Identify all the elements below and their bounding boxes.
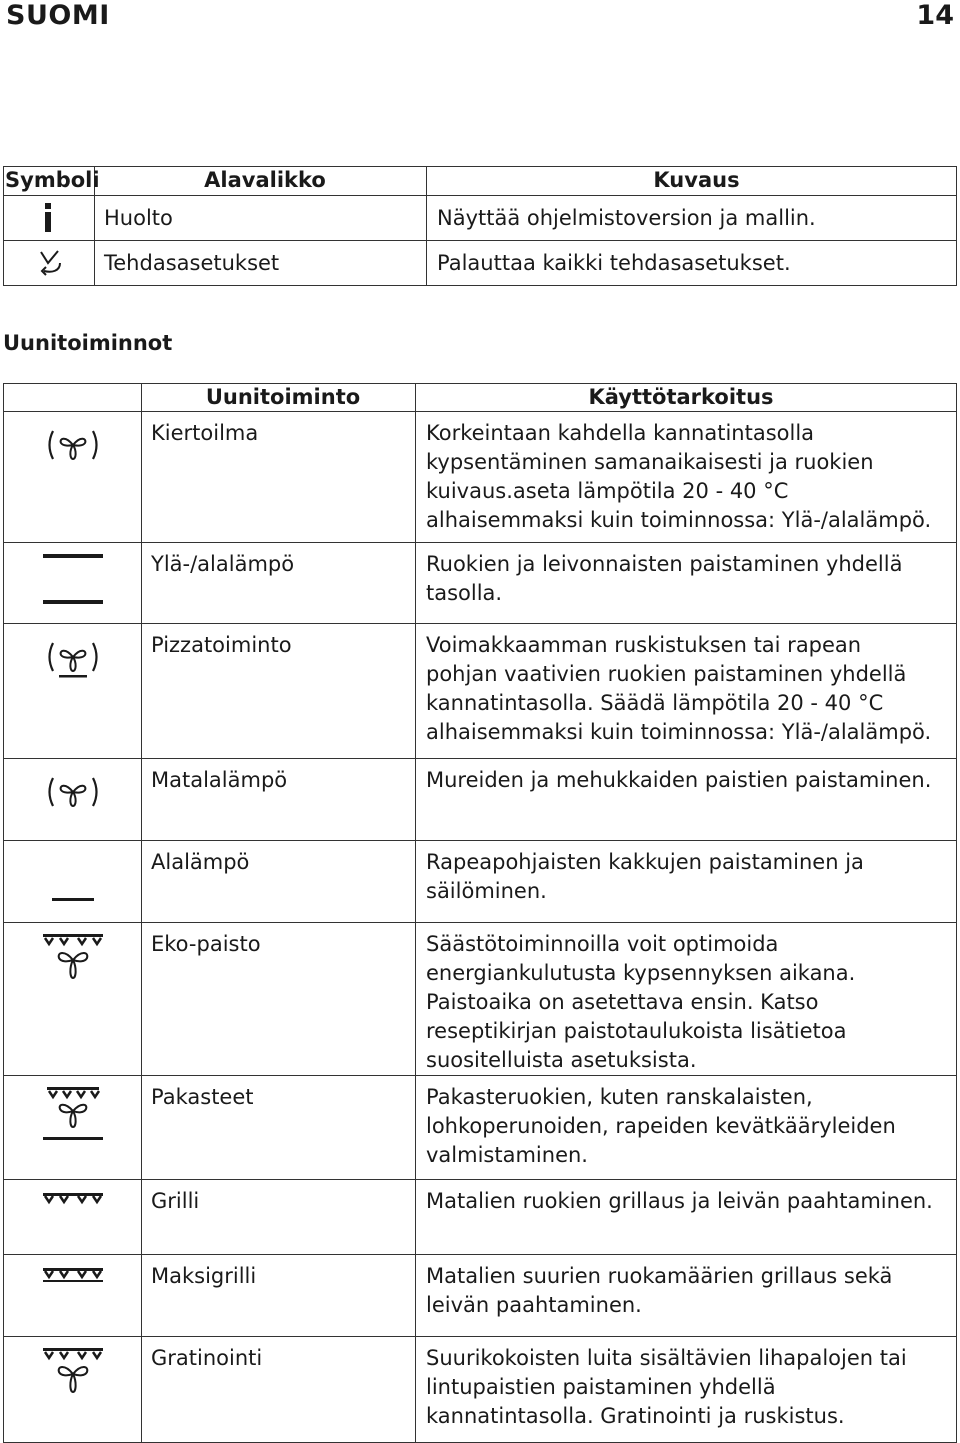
symbol-cell	[4, 624, 142, 759]
symbol-cell	[4, 1337, 142, 1443]
column-header-function: Uunitoiminto	[142, 384, 416, 412]
function-name-cell: Maksigrilli	[142, 1255, 416, 1337]
usage-cell: Korkeintaan kahdella kannatintasolla kypsentäminen samanaikaisesti ja ruokien kuivaus.aseta lämpötila 20 - 40 °C alhaisemmaksi kuin toiminnossa: Ylä-/alalämpö.	[416, 412, 957, 543]
column-header-usage: Käyttötarkoitus	[416, 384, 957, 412]
table-row	[4, 1180, 957, 1255]
function-name-cell: Pizzatoiminto	[142, 624, 416, 759]
column-header-description: Kuvaus	[427, 167, 957, 196]
low-temperature-fan-icon	[43, 772, 103, 812]
pizza-fan-icon	[43, 637, 103, 681]
submenu-cell: Huolto	[95, 196, 427, 241]
symbol-cell	[4, 196, 95, 241]
function-name-cell: Alalämpö	[142, 841, 416, 923]
column-header-submenu: Alavalikko	[95, 167, 427, 196]
symbol-cell	[4, 241, 95, 286]
description-cell: Näyttää ohjelmistoversion ja mallin.	[427, 196, 957, 241]
gratin-icon	[41, 1346, 105, 1402]
section-title: Uunitoiminnot	[3, 331, 173, 355]
table-row	[4, 412, 957, 543]
description-cell: Palauttaa kaikki tehdasasetukset.	[427, 241, 957, 286]
table-row	[4, 1076, 957, 1180]
function-name-cell: Gratinointi	[142, 1337, 416, 1443]
frozen-foods-icon	[41, 1085, 105, 1145]
usage-cell: Rapeapohjaisten kakkujen paistaminen ja säilöminen.	[416, 841, 957, 923]
symbol-cell	[4, 1180, 142, 1255]
table-header-row	[4, 384, 957, 412]
symbol-cell	[4, 923, 142, 1076]
eco-roast-icon	[41, 932, 105, 988]
symbol-cell	[4, 1255, 142, 1337]
function-name-cell: Pakasteet	[142, 1076, 416, 1180]
usage-cell: Säästötoiminnoilla voit optimoida energiankulutusta kypsennyksen aikana. Paistoaika on asetettava ensin. Katso reseptikirjan paistotaulukoista lisätietoa suositelluista asetuksista.	[416, 923, 957, 1076]
function-name-cell: Eko-paisto	[142, 923, 416, 1076]
symbol-cell	[4, 841, 142, 923]
submenu-cell: Tehdasasetukset	[95, 241, 427, 286]
table-row	[4, 1337, 957, 1443]
table-header-row	[4, 167, 957, 196]
max-grill-icon	[41, 1266, 105, 1288]
grill-icon	[41, 1191, 105, 1211]
column-header-symbol	[4, 384, 142, 412]
page-number: 14	[916, 0, 954, 31]
fan-icon	[43, 425, 103, 465]
usage-cell: Pakasteruokien, kuten ranskalaisten, lohkoperunoiden, rapeiden kevätkääryleiden valmistaminen.	[416, 1076, 957, 1180]
top-bottom-heat-icon	[41, 550, 105, 614]
symbol-cell	[4, 759, 142, 841]
usage-cell: Matalien ruokien grillaus ja leivän paahtaminen.	[416, 1180, 957, 1255]
usage-cell: Matalien suurien ruokamäärien grillaus sekä leivän paahtaminen.	[416, 1255, 957, 1337]
table-row	[4, 241, 957, 286]
function-name-cell: Grilli	[142, 1180, 416, 1255]
table-row	[4, 624, 957, 759]
table-row	[4, 759, 957, 841]
function-name-cell: Kiertoilma	[142, 412, 416, 543]
language-label: SUOMI	[6, 0, 110, 31]
symbol-cell	[4, 412, 142, 543]
page-header	[0, 0, 960, 38]
usage-cell: Voimakkaamman ruskistuksen tai rapean pohjan vaativien ruokien paistaminen yhdellä kannatintasolla. Säädä lämpötila 20 - 40 °C alhaisemmaksi kuin toiminnossa: Ylä-/alalämpö.	[416, 624, 957, 759]
factory-reset-icon	[36, 249, 62, 277]
function-name-cell: Ylä-/alalämpö	[142, 543, 416, 624]
oven-functions-table	[3, 383, 957, 1443]
table-row	[4, 196, 957, 241]
usage-cell: Suurikokoisten luita sisältävien lihapalojen tai lintupaistien paistaminen yhdellä kannatintasolla. Gratinointi ja ruskistus.	[416, 1337, 957, 1443]
column-header-symbol: Symboli	[4, 167, 95, 196]
table-row	[4, 923, 957, 1076]
usage-cell: Mureiden ja mehukkaiden paistien paistaminen.	[416, 759, 957, 841]
symbol-cell	[4, 543, 142, 624]
symbol-cell	[4, 1076, 142, 1180]
info-icon	[42, 203, 56, 233]
usage-cell: Ruokien ja leivonnaisten paistaminen yhdellä tasolla.	[416, 543, 957, 624]
table-row	[4, 1255, 957, 1337]
bottom-heat-icon	[48, 848, 98, 908]
table-row	[4, 543, 957, 624]
settings-menu-table	[3, 166, 957, 286]
table-row	[4, 841, 957, 923]
function-name-cell: Matalalämpö	[142, 759, 416, 841]
